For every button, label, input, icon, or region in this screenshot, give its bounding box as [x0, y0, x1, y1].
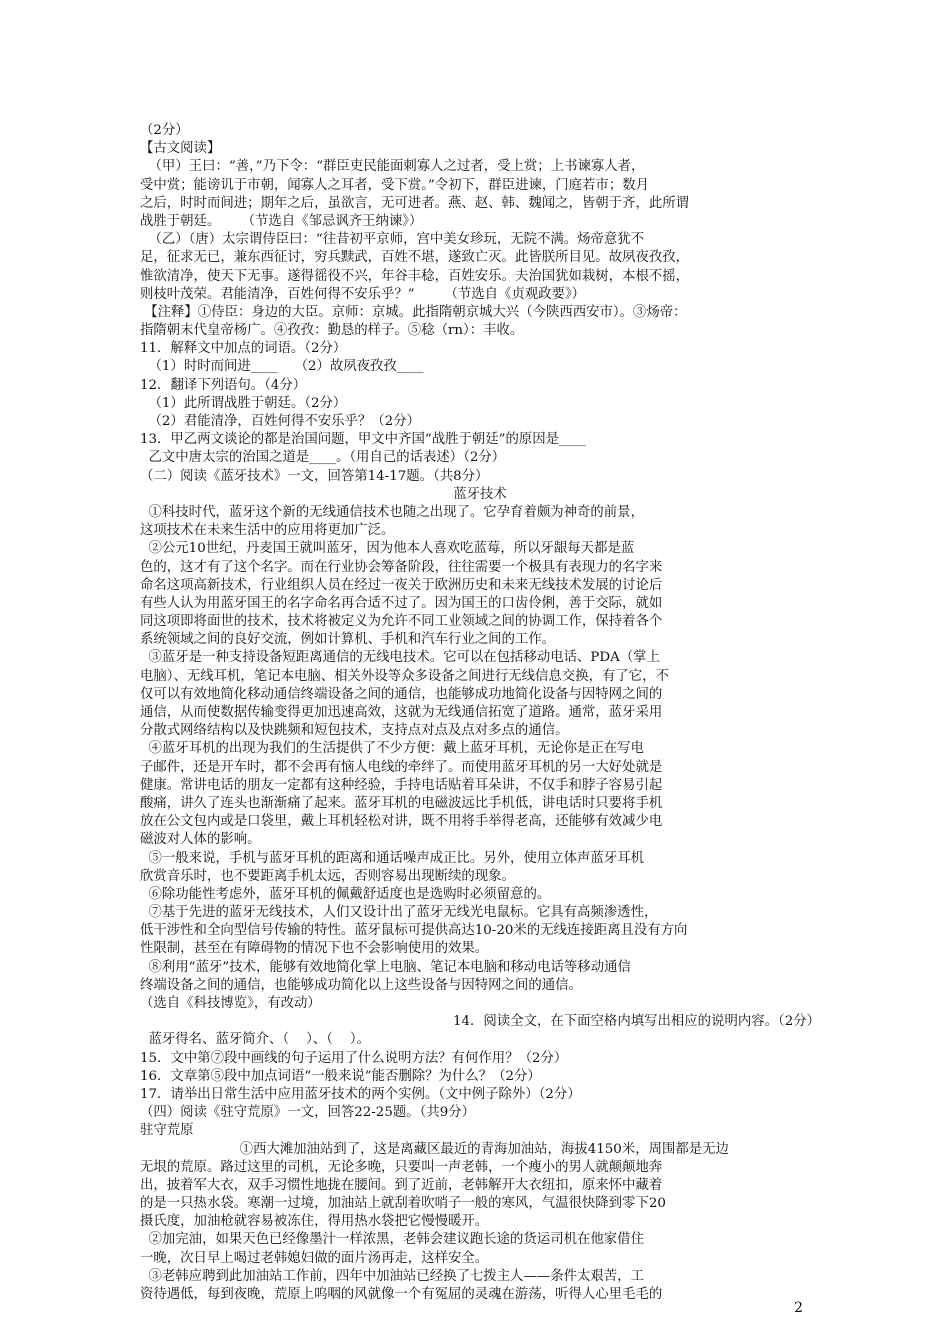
text-line: 一晚，次日早上喝过老韩媳妇做的面片汤再走，这样安全。 [140, 1250, 489, 1266]
text-line: 命名这项高新技术，行业组织人员在经过一夜关于欧洲历史和未来无线技术发展的讨论后 [140, 577, 663, 593]
text-line: 16．文章第⑤段中加点词语“一般来说”能否删除？为什么？（2分） [140, 1068, 541, 1084]
text-line: 受中赏；能谤讥于市朝，闻寡人之耳者，受下赏。”令初下，群臣进谏，门庭若市；数月 [140, 177, 649, 193]
text-line: 通信，从而使数据传输变得更加迅速高效，这就为无线通信拓宽了道路。通常，蓝牙采用 [140, 705, 663, 720]
text-line: （甲）王曰：“善，”乃下令：“群臣吏民能面刺寡人之过者，受上赏；上书谏寡人者， [140, 159, 645, 175]
text-line: （1）此所谓战胜于朝廷。（2分） [140, 395, 347, 411]
text-line: 同这项即将面世的技术，技术将被定义为允许不同工业领域之间的协调工作，保持着各个 [140, 614, 663, 630]
text-line: 磁波对人体的影响。 [140, 832, 261, 848]
text-line: 之后，时时而间进；期年之后，虽欲言，无可进者。燕、赵、韩、魏闻之，皆朝于齐，此所谓 [140, 195, 690, 211]
text-line: 电脑）、无线耳机，笔记本电脑、相关外设等众多设备之间进行无线信息交换，有了它，不 [140, 668, 669, 684]
text-line: （二）阅读《蓝牙技术》一文，回答第14-17题。（共8分） [140, 468, 489, 484]
text-line: 性限制，甚至在有障碍物的情况下也不会影响使用的效果。 [140, 941, 489, 957]
text-line: ③老韩应聘到此加油站工作前，四年中加油站已经换了七拨主人——条件太艰苦，工 [140, 1268, 644, 1284]
text-line: 系统领域之间的良好交流，例如计算机、手机和汽车行业之间的工作。 [140, 632, 556, 648]
text-line: 酸痛，讲久了连头也渐渐痛了起来。蓝牙耳机的电磁波远比手机低，讲电话时只要将手机 [140, 795, 663, 811]
text-line: 【注释】①侍臣：身边的大臣。京师：京城。此指隋朝京城大兴（今陕西西安市）。③炀帝： [140, 304, 687, 320]
text-line: ②加完油，如果天色已经像墨汁一样浓黑，老韩会建议跑长途的货运司机在他家借住 [140, 1232, 644, 1248]
text-line: 摄氏度，加油枪就容易被冻住，得用热水袋把它慢慢暖开。 [140, 1214, 489, 1230]
text-line: （乙）（唐）太宗谓侍臣曰：“往昔初平京师，宫中美女珍玩，无院不满。炀帝意犹不 [140, 232, 645, 248]
text-line: 惟欲清净，使天下无事。遂得徭役不兴，年谷丰稔，百姓安乐。夫治国犹如栽树，本根不摇， [140, 268, 690, 284]
text-line: 乙文中唐太宗的治国之道是____。（用自己的话表述）（2分） [140, 450, 506, 466]
text-line: 17．请举出日常生活中应用蓝牙技术的两个实例。（文中例子除外）（2分） [140, 1086, 581, 1102]
text-line: ⑥除功能性考虑外，蓝牙耳机的佩戴舒适度也是选购时必须留意的。 [140, 886, 551, 902]
text-line: 健康。常讲电话的朋友一定都有这种经验，手持电话贴着耳朵讲，不仅手和脖子容易引起 [140, 777, 663, 793]
text-line: 则枝叶茂荣。君能清净，百姓何得不安乐乎？” （节选自《贞观政要》） [140, 286, 586, 302]
text-line: 无垠的荒原。路过这里的司机，无论多晚，只要叫一声老韩，一个瘦小的男人就颠颠地奔 [140, 1159, 663, 1175]
text-line: ⑦基于先进的蓝牙无线技术，人们又设计出了蓝牙无线光电鼠标。它具有高频渗透性， [140, 905, 658, 921]
text-line: 色的，这才有了这个名字。而在行业协会筹备阶段，往往需要一个极具有表现力的名字来 [140, 559, 663, 575]
text-line: 12．翻译下列语句。（4分） [140, 377, 307, 393]
document-page [140, 122, 820, 1304]
text-line: （选自《科技博览》，有改动） [140, 996, 321, 1011]
text-line: 的是一只热水袋。寒潮一过境，加油站上就刮着吹哨子一般的寒风，气温很快降到零下20 [140, 1196, 666, 1212]
text-line: 这项技术在未来生活中的应用将更加广泛。 [140, 523, 395, 539]
text-line: 14．阅读全文，在下面空格内填写出相应的说明内容。（2分） [452, 1014, 820, 1030]
text-line: ⑤一般来说，手机与蓝牙耳机的距离和通话噪声成正比。另外，使用立体声蓝牙耳机 [140, 850, 644, 866]
text-line: 13．甲乙两文谈论的都是治国问题，甲文中齐国“战胜于朝廷”的原因是____ [140, 432, 586, 448]
text-line: 战胜于朝廷。 （节选自《邹忌讽齐王纳谏》） [140, 213, 423, 229]
text-line: （2分） [140, 123, 189, 138]
text-line: 足，征求无已，兼东西征讨，穷兵黩武，百姓不堪，遂致亡灭。此皆朕所目见。故夙夜孜孜， [140, 250, 690, 266]
text-line: 11．解释文中加点的词语。（2分） [140, 341, 347, 357]
text-line: ②公元10世纪，丹麦国王就叫蓝牙，因为他本人喜欢吃蓝莓，所以牙龈每天都是蓝 [140, 541, 635, 557]
text-line: 有些人认为用蓝牙国王的名字命名再合适不过了。因为国王的口齿伶俐，善于交际，就如 [140, 595, 663, 611]
text-line: 【古文阅读】 [140, 141, 221, 157]
text-line: 仅可以有效地简化移动通信终端设备之间的通信，也能够成功地简化设备与因特网之间的 [140, 686, 663, 702]
text-line: 15．文中第⑦段中画线的句子运用了什么说明方法？有何作用？（2分） [140, 1050, 568, 1066]
page-number: 2 [794, 1300, 803, 1316]
text-line: 低干涉性和全向型信号传输的特性。蓝牙鼠标可提供高达10-20米的无线连接距离且没有方向 [140, 923, 688, 939]
text-line: ①科技时代，蓝牙这个新的无线通信技术也随之出现了。它孕育着颇为神奇的前景， [140, 504, 644, 520]
text-line: ⑧利用“蓝牙”技术，能够有效地简化掌上电脑、笔记本电脑和移动电话等移动通信 [140, 959, 631, 975]
text-line: ④蓝牙耳机的出现为我们的生活提供了不少方便：戴上蓝牙耳机，无论你是正在写电 [140, 741, 644, 757]
text-line: （2）君能清净，百姓何得不安乐乎？（2分） [140, 414, 420, 429]
text-line: 驻守荒原 [140, 1123, 194, 1139]
text-line: （1）时时而间进____ （2）故夙夜孜孜____ [140, 359, 424, 375]
text-line: 资待遇低，每到夜晚，荒原上呜咽的风就像一个有冤屈的灵魂在游荡，听得人心里毛毛的 [140, 1287, 663, 1302]
text-line: （四）阅读《驻守荒原》一文，回答22-25题。（共9分） [140, 1105, 476, 1121]
text-line: 蓝牙得名、蓝牙简介、（ ）、（ ）。 [140, 1032, 371, 1048]
text-line: 蓝牙技术 [453, 486, 507, 502]
text-line: 指隋朝末代皇帝杨广。④孜孜：勤恳的样子。⑤稔（rn）：丰收。 [140, 323, 524, 339]
text-line: 出，披着军大衣，双手习惯性地拢在腰间。到了近前，老韩解开大衣纽扣，原来怀中藏着 [140, 1177, 663, 1193]
text-line: 分散式网络结构以及快跳频和短包技术，支持点对点及点对多点的通信。 [140, 723, 569, 739]
text-line: 终端设备之间的通信，也能够成功简化以上这些设备与因特网之间的通信。 [140, 977, 582, 993]
text-line: 放在公文包内或是口袋里，戴上耳机轻松对讲，既不用将手举得老高，还能够有效减少电 [140, 814, 663, 830]
text-line: 欣赏音乐时，也不要距离手机太远，否则容易出现断续的现象。 [140, 868, 515, 884]
text-line: 子邮件，还是开车时，都不会再有恼人电线的牵绊了。而使用蓝牙耳机的另一大好处就是 [140, 759, 663, 775]
text-line: ①西大滩加油站到了，这是离藏区最近的青海加油站，海拔4150米，周围都是无边 [231, 1141, 729, 1157]
text-line: ③蓝牙是一种支持设备短距离通信的无线电技术。它可以在包括移动电话、PDA（掌上 [140, 650, 660, 666]
